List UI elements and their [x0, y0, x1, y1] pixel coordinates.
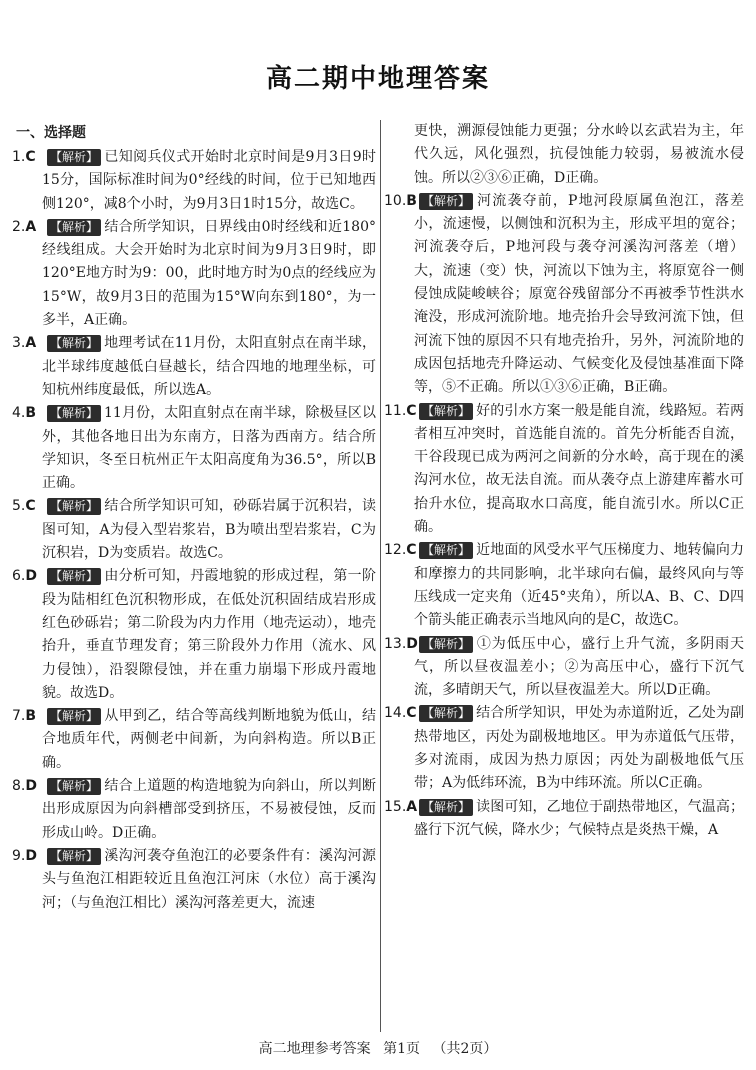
explanation-text: 近地面的风受水平气压梯度力、地转偏向力和摩擦力的共同影响，北半球向右偏，最终风向与等压线成一定夹角（近45°夹角），所以A、B、C、D四个箭头能正确表示当地风向的是C，故选C。: [414, 542, 744, 629]
question-item: [12, 845, 376, 915]
explanation-text: 读图可知，乙地位于副热带地区，气温高；盛行下沉气候，降水少；气候特点是炎热干燥，A: [414, 798, 744, 838]
question-explanation: [42, 146, 376, 216]
question-item: [12, 216, 376, 332]
question-explanation: [42, 402, 376, 495]
question-9-continuation: 更快，溯源侵蚀能力更强；分水岭以玄武岩为主，年代久远，风化强烈，抗侵蚀能力较弱，易被流水侵蚀。所以②③⑥正确，D正确。: [414, 123, 744, 186]
answer-letter: C: [406, 542, 417, 559]
question-label: [12, 705, 42, 775]
analysis-tag: 【解析】: [419, 193, 473, 210]
analysis-tag: 【解析】: [47, 219, 101, 236]
answer-letter: D: [25, 778, 37, 795]
analysis-tag: 【解析】: [47, 405, 101, 422]
analysis-tag: 【解析】: [419, 636, 473, 653]
explanation-text: 结合所学知识可知，砂砾岩属于沉积岩，读图可知，A为侵入型岩浆岩，B为喷出型岩浆岩，C为沉积岩，D为变质岩。故选C。: [42, 498, 376, 562]
question-item: [12, 146, 376, 216]
question-explanation: [42, 845, 376, 915]
analysis-tag: 【解析】: [419, 799, 473, 816]
question-number: 11.: [384, 402, 407, 419]
question-item: [384, 190, 744, 400]
question-explanation: [414, 633, 744, 703]
question-number: 5.: [12, 498, 26, 515]
answer-letter: D: [406, 635, 418, 652]
question-explanation: [42, 495, 376, 565]
answer-letter: A: [25, 335, 37, 352]
answer-letter: D: [25, 568, 37, 585]
explanation-text: 结合上道题的构造地貌为向斜山，所以判断出形成原因为向斜槽部受到挤压，不易被侵蚀，反而形成山岭。D正确。: [42, 778, 376, 841]
explanation-text: 结合所学知识，日界线由0时经线和近180°经线组成。大会开始时为北京时间为9月3日9时，即120°E地方时为9：00，此时地方时为0点的经线应为15°W，故9月3日的范围为15°W向东到180°，为一多半，A正确。: [42, 218, 376, 329]
question-label: [12, 146, 42, 216]
question-number: 14.: [384, 705, 407, 722]
analysis-tag: 【解析】: [47, 848, 101, 865]
answer-letter: C: [25, 498, 36, 515]
explanation-text: 河流袭夺前，P地河段原属鱼泡江，落差小，流速慢，以侧蚀和沉积为主，形成平坦的宽谷；河流袭夺后，P地河段与袭夺河溪沟河落差（增）大，流速（变）快，河流以下蚀为主，将原宽谷一侧侵蚀成陡峻峡谷；原宽谷残留部分不再被季节性洪水淹没，形成河流阶地。地壳抬升会导致河流下蚀，但河流下蚀的原因不只有地壳抬升，另外，河流阶地的成因包括地壳升降运动、气候变化及侵蚀基准面下降等，⑤不正确。所以①③⑥正确，B正确。: [414, 192, 744, 396]
analysis-tag: 【解析】: [419, 705, 473, 722]
question-label: [384, 539, 417, 632]
question-explanation: [414, 400, 744, 540]
question-item: [12, 565, 376, 705]
answer-letter: C: [25, 149, 36, 165]
question-item: [12, 775, 376, 845]
question-label: [12, 495, 42, 565]
question-explanation: [414, 796, 744, 843]
question-label: [384, 400, 417, 540]
question-item: [384, 702, 744, 795]
right-column: [384, 120, 744, 842]
answer-letter: D: [25, 847, 37, 864]
question-number: 15.: [384, 798, 407, 815]
left-question-list: [12, 146, 376, 915]
answer-letter: B: [25, 708, 37, 725]
explanation-text: 已知阅兵仪式开始时北京时间是9月3日9时15分，国际标准时间为0°经线的时间，位于已知地西侧120°，减8个小时，为9月3日1时15分，故选C。: [42, 149, 376, 212]
question-explanation: [42, 565, 376, 705]
explanation-text: 11月份，太阳直射点在南半球，除极昼区以外，其他各地日出为东南方，日落为西南方。结合所学知识，冬至日杭州正午太阳高度角为36.5°，所以B正确。: [42, 405, 376, 492]
question-label: [12, 332, 42, 402]
question-item: [12, 402, 376, 495]
answer-letter: B: [25, 405, 37, 422]
question-explanation: [414, 539, 744, 632]
answer-letter: C: [406, 705, 417, 722]
answer-letter: A: [25, 218, 37, 235]
question-label: [384, 796, 418, 843]
analysis-tag: 【解析】: [47, 335, 101, 352]
question-item: [384, 633, 744, 703]
page-footer: [0, 1038, 756, 1058]
question-number: 9.: [12, 847, 26, 864]
question-label: [12, 775, 42, 845]
analysis-tag: 【解析】: [47, 498, 101, 515]
question-item: [384, 539, 744, 632]
explanation-text: ①为低压中心，盛行上升气流，多阴雨天气，所以昼夜温差小；②为高压中心，盛行下沉气流，多晴朗天气，所以昼夜温差大。所以D正确。: [414, 635, 744, 699]
analysis-tag: 【解析】: [419, 403, 473, 420]
analysis-tag: 【解析】: [47, 778, 101, 795]
section-heading: 一、选择题: [16, 125, 86, 141]
explanation-text: 从甲到乙，结合等高线判断地貌为低山，结合地质年代，两侧老中间新，为向斜构造。所以B正确。: [42, 708, 376, 771]
page-title: 高二期中地理答案: [265, 64, 490, 94]
question-label: [12, 216, 42, 332]
answer-letter: C: [406, 402, 417, 419]
question-number: 13.: [384, 635, 407, 652]
question-explanation: [42, 775, 376, 845]
question-explanation: [414, 190, 744, 400]
analysis-tag: 【解析】: [419, 542, 473, 559]
question-number: 8.: [12, 778, 26, 795]
question-item: [384, 796, 744, 843]
explanation-text: 地理考试在11月份，太阳直射点在南半球，北半球纬度越低白昼越长，结合四地的地理坐标，可知杭州纬度最低，所以选A。: [42, 335, 376, 398]
explanation-text: 溪沟河袭夺鱼泡江的必要条件有：溪沟河源头与鱼泡江相距较近且鱼泡江河床（水位）高于溪沟河；（与鱼泡江相比）溪沟河落差更大，流速: [42, 847, 376, 911]
question-explanation: [42, 705, 376, 775]
question-label: [12, 845, 42, 915]
question-explanation: [42, 216, 376, 332]
question-item: [12, 705, 376, 775]
column-divider: [380, 120, 381, 1032]
explanation-text: 由分析可知，丹霞地貌的形成过程，第一阶段为陆相红色沉积物形成，在低处沉积固结成岩形成红色砂砾岩；第二阶段为内力作用（地壳运动），地壳抬升，垂直节理发育；第三阶段外力作用（流水、风力侵蚀），沿裂隙侵蚀，并在重力崩塌下形成丹霞地貌。故选D。: [42, 568, 376, 701]
question-number: 10.: [384, 192, 407, 209]
question-label: [384, 633, 418, 703]
question-number: 2.: [12, 218, 26, 235]
analysis-tag: 【解析】: [47, 568, 101, 585]
question-number: 4.: [12, 405, 26, 422]
question-item: [12, 332, 376, 402]
question-label: [12, 402, 42, 495]
left-column: [12, 120, 376, 915]
question-item: [12, 495, 376, 565]
answer-letter: B: [406, 192, 417, 209]
question-number: 3.: [12, 335, 26, 352]
analysis-tag: 【解析】: [47, 149, 101, 166]
footer-document-name: 高二地理参考答案: [258, 1041, 371, 1057]
question-label: [384, 702, 417, 795]
footer-page-number: 第1页: [383, 1041, 420, 1057]
question-item: [384, 400, 744, 540]
question-explanation: [414, 702, 744, 795]
analysis-tag: 【解析】: [47, 708, 101, 725]
right-question-list: [384, 190, 744, 842]
question-label: [12, 565, 42, 705]
explanation-text: 好的引水方案一般是能自流，线路短。若两者相互冲突时，首选能自流的。首先分析能否自流，干谷段现已成为两河之间新的分水岭，高于现在的溪沟河水位，故无法自流。而从袭夺点上游建库蓄水可抬升水位，提高取水口高度，能自流引水。所以C正确。: [414, 402, 744, 536]
answer-letter: A: [406, 798, 418, 815]
explanation-text: 结合所学知识，甲处为赤道附近，乙处为副热带地区，丙处为副极地地区。甲为赤道低气压带，多对流雨，成因为热力原因；丙处为副极地低气压带；A为低纬环流，B为中纬环流。所以C正确。: [414, 705, 744, 792]
footer-total-pages: （共2页）: [432, 1041, 498, 1057]
question-number: 7.: [12, 708, 26, 725]
question-number: 1.: [12, 149, 26, 165]
question-explanation: [42, 332, 376, 402]
question-number: 6.: [12, 568, 26, 585]
question-number: 12.: [384, 542, 407, 559]
question-label: [384, 190, 417, 400]
